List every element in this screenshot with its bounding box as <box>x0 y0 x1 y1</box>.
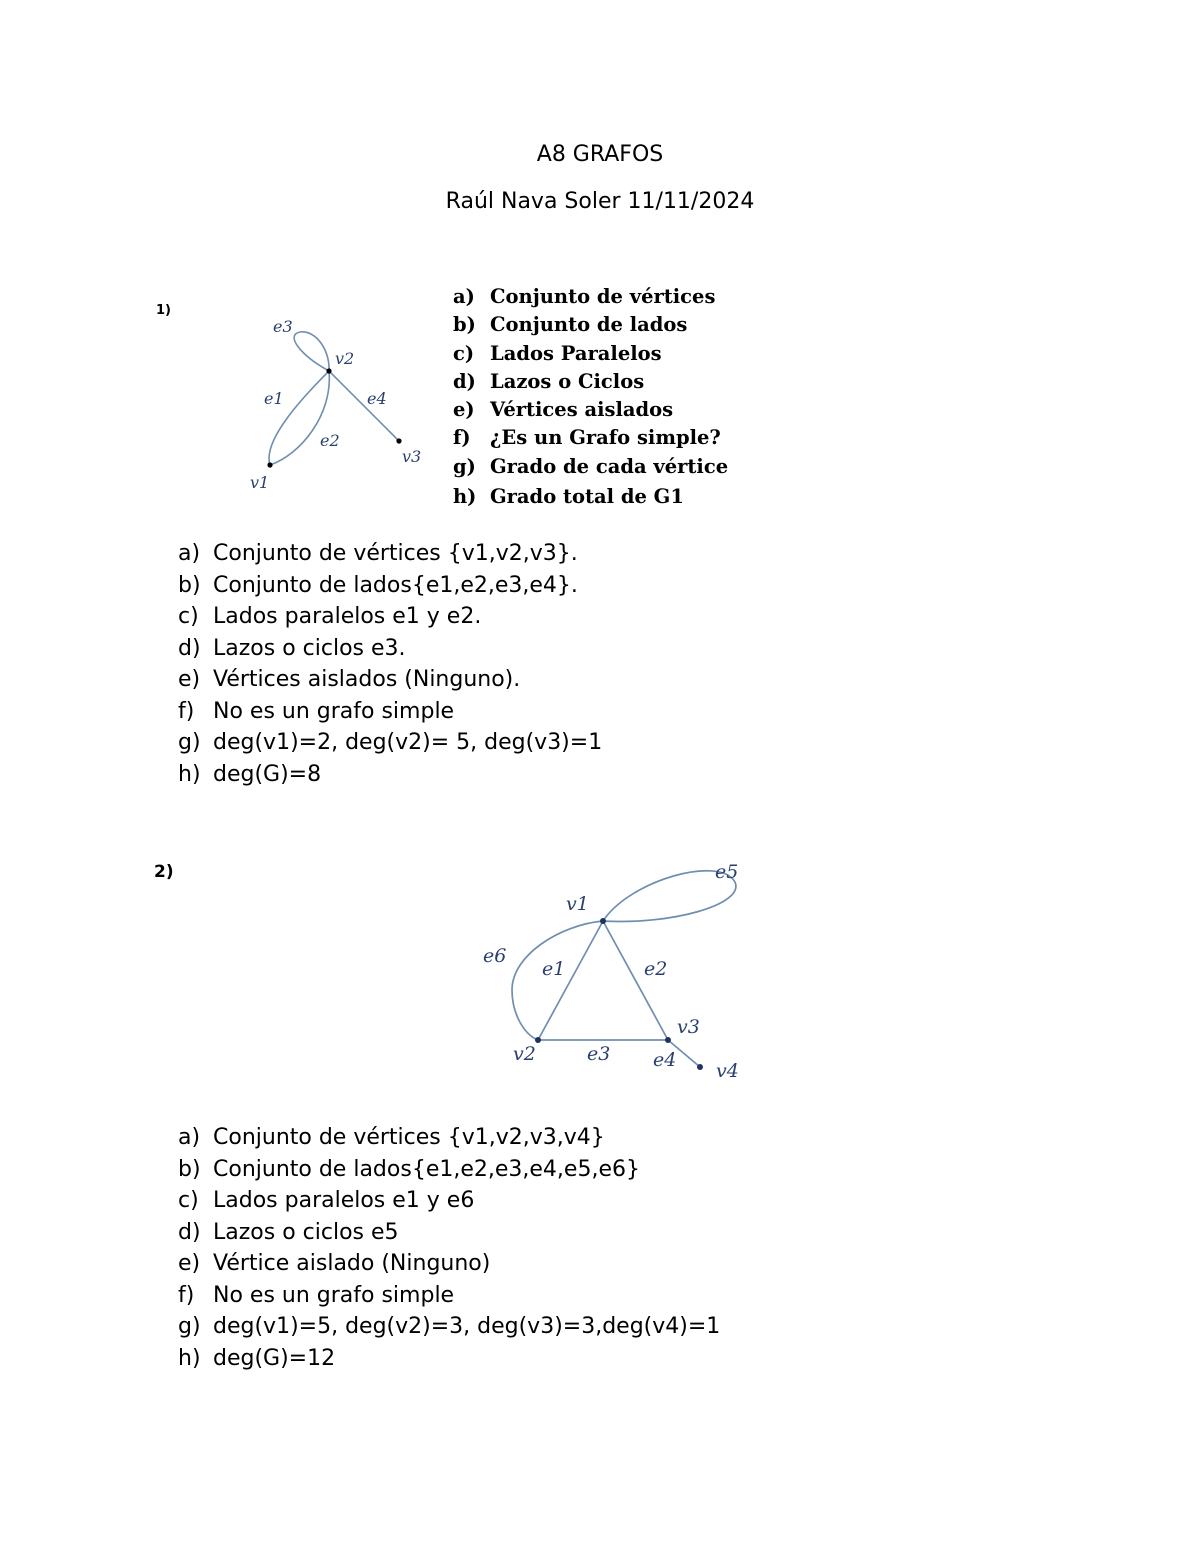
graph2-vertex-v3 <box>665 1037 671 1043</box>
answer-item: g) deg(v1)=5, deg(v2)=3, deg(v3)=3,deg(v4)=1 <box>178 1314 721 1339</box>
graph2-label-e3: e3 <box>587 1043 611 1065</box>
answer-item: f) No es un grafo simple <box>178 1282 455 1308</box>
answer-item: e) Vértice aislado (Ninguno) <box>178 1251 491 1276</box>
document-title: A8 GRAFOS <box>536 142 664 167</box>
question-item: b) Conjunto de lados <box>453 313 688 337</box>
graph2-edge-e2 <box>603 921 668 1040</box>
graph1-label-e4: e4 <box>367 389 387 408</box>
graph2-edge-e6 <box>512 921 603 1040</box>
answer-item: h) deg(G)=12 <box>178 1345 336 1371</box>
graph1-label-v3: v3 <box>402 447 422 466</box>
graph1-label-e1: e1 <box>264 389 284 408</box>
problem-2-answers <box>178 1122 720 1374</box>
graph1-edge-e2 <box>270 371 329 465</box>
graph1-vertex-v1 <box>267 462 272 467</box>
question-item: g) Grado de cada vértice <box>453 454 729 478</box>
graph1-label-v2: v2 <box>335 349 355 368</box>
graph1-label-v1: v1 <box>250 473 270 492</box>
graph2-vertex-v1 <box>600 918 606 924</box>
answer-item: c) Lados paralelos e1 y e2. <box>178 604 482 629</box>
answer-item: d) Lazos o ciclos e5 <box>178 1219 399 1245</box>
graph2-label-v4: v4 <box>716 1060 739 1082</box>
answer-item: b) Conjunto de lados{e1,e2,e3,e4,e5,e6} <box>178 1156 640 1182</box>
graph2-label-v1: v1 <box>566 893 589 915</box>
answer-item: g) deg(v1)=2, deg(v2)= 5, deg(v3)=1 <box>178 730 603 755</box>
answer-item: h) deg(G)=8 <box>178 761 322 787</box>
graph1-vertex-v3 <box>396 438 401 443</box>
answer-item: f) No es un grafo simple <box>178 698 455 724</box>
problem-2-number: 2) <box>154 862 174 882</box>
question-item: e) Vértices aislados <box>453 398 674 422</box>
problem-1-answers <box>178 538 602 790</box>
graph2-label-e2: e2 <box>644 958 668 980</box>
answer-item: a) Conjunto de vértices {v1,v2,v3,v4} <box>178 1125 605 1150</box>
answer-item: e) Vértices aislados (Ninguno). <box>178 667 521 692</box>
graph1-edge-e3 <box>294 332 329 371</box>
answer-item: b) Conjunto de lados{e1,e2,e3,e4}. <box>178 572 578 598</box>
graph2-label-e1: e1 <box>542 958 566 980</box>
graph2-vertex-v2 <box>535 1037 541 1043</box>
answer-item: c) Lados paralelos e1 y e6 <box>178 1188 475 1213</box>
graph2-label-v3: v3 <box>677 1016 700 1038</box>
graph1-label-e2: e2 <box>320 431 340 450</box>
graph2-label-e4: e4 <box>653 1049 677 1071</box>
question-item: f) ¿Es un Grafo simple? <box>453 426 721 450</box>
answer-item: d) Lazos o ciclos e3. <box>178 635 406 661</box>
graph1-vertex-v2 <box>326 368 331 373</box>
question-item: c) Lados Paralelos <box>453 341 662 365</box>
graph2-label-e6: e6 <box>483 945 507 967</box>
question-item: h) Grado total de G1 <box>453 485 684 509</box>
graph1-label-e3: e3 <box>273 317 293 336</box>
graph2-label-v2: v2 <box>513 1043 536 1065</box>
answer-item: a) Conjunto de vértices {v1,v2,v3}. <box>178 541 578 566</box>
graph2-label-e5: e5 <box>715 861 739 883</box>
problem-1-questions <box>453 283 728 511</box>
problem-1-number: 1) <box>156 303 171 318</box>
author-date-line: Raúl Nava Soler 11/11/2024 <box>445 189 755 214</box>
graph2-vertex-v4 <box>697 1064 703 1070</box>
question-item: d) Lazos o Ciclos <box>453 369 645 393</box>
question-item: a) Conjunto de vértices <box>453 285 716 308</box>
